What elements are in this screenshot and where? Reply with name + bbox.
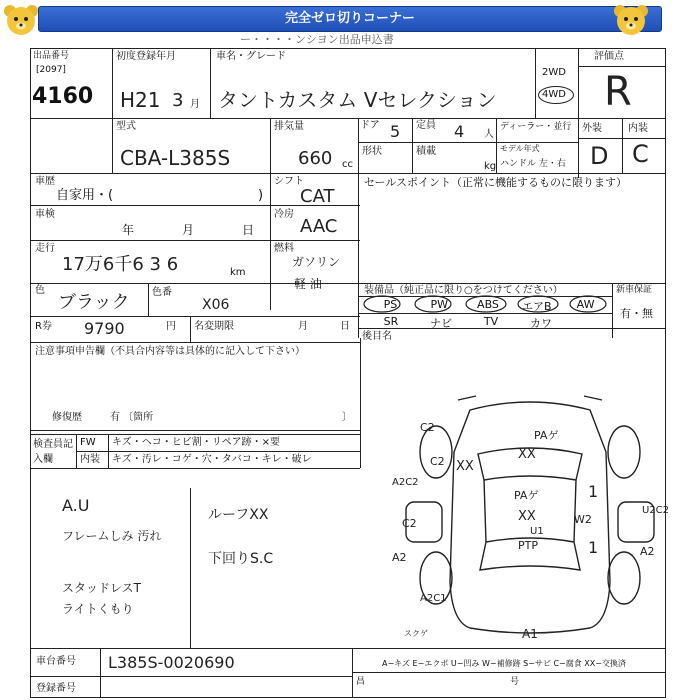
registration-label: 登録番号: [36, 683, 76, 694]
note-left-2: フレームしみ 汚れ: [62, 529, 162, 543]
load-unit: kg: [484, 161, 497, 172]
equipment-abs: ABS: [477, 298, 499, 311]
history-value: 自家用・(: [56, 188, 114, 203]
recycle-value: 9790: [84, 319, 125, 338]
inspection-month-unit: 月: [182, 223, 195, 237]
aircon-value: AAC: [300, 216, 338, 237]
model-value: CBA-L385S: [120, 146, 231, 170]
equipment-label: 装備品（純正品に限り○をつけてください）: [364, 285, 563, 296]
handle-label: ハンドル 左・右: [500, 159, 566, 169]
name-grade-value: タントカスタム Vセレクション: [218, 88, 497, 112]
note-left-4: ライトくもり: [62, 602, 134, 616]
mark-sukage: スクゲ: [404, 629, 428, 638]
mark-u2c2: U2C2: [642, 505, 670, 516]
form-header-fragment: ー・・・・ンシヨン出品申込書: [240, 33, 394, 46]
model-label: 型式: [116, 121, 136, 132]
color-label: 色: [35, 285, 45, 296]
exterior-value: D: [590, 142, 609, 170]
mark-xx-mid: XX: [518, 509, 536, 524]
mark-paint-roof: PAゲ: [534, 429, 559, 442]
drive-4wd: 4WD: [542, 89, 566, 100]
color-value: ブラック: [58, 292, 130, 313]
registration-cell-1: 昌: [356, 677, 366, 687]
doors-value: 5: [390, 122, 401, 141]
load-label: 積載: [416, 146, 436, 157]
banner-title: 完全ゼロ切りコーナー: [38, 6, 662, 32]
mark-u1: U1: [530, 526, 544, 537]
capacity-value: 4: [454, 122, 465, 141]
equipment-row-2: [366, 315, 566, 331]
equipment-navi: ナビ: [430, 317, 452, 330]
chassis-value: L385S-0020690: [108, 653, 235, 672]
shift-value: CAT: [300, 186, 335, 207]
color-code-label: 色番: [152, 287, 172, 298]
first-reg-label: 初度登録年月: [116, 51, 176, 62]
aircon-label: 冷房: [274, 209, 294, 220]
mark-a2c1: A2C1: [420, 593, 447, 604]
mark-one-a: 1: [588, 482, 599, 501]
drive-2wd: 2WD: [542, 67, 566, 78]
recycle-label: R券: [35, 321, 52, 332]
fuel-diesel: 軽 油: [294, 277, 322, 291]
mark-a2-right: A2: [640, 545, 655, 558]
lot-number-label: 出品番号: [33, 51, 70, 61]
capacity-label: 定員: [416, 120, 436, 131]
chassis-label: 車台番号: [36, 656, 76, 667]
interior-label: 内装: [628, 123, 648, 134]
mileage-label: 走行: [35, 243, 55, 254]
change-date-day-unit: 日: [340, 321, 350, 332]
displacement-unit: cc: [342, 159, 353, 170]
equipment-aw: AW: [576, 298, 595, 311]
first-reg-month: 3: [172, 90, 184, 111]
note-right-1: ルーフXX: [208, 507, 269, 523]
teddy-bear-icon: [612, 3, 650, 37]
sales-point-label: セールスポイント（正常に機能するものに限ります）: [364, 176, 628, 189]
mileage-unit: km: [230, 267, 246, 278]
lot-sub-number: [2097]: [36, 65, 66, 75]
rating-label: 評価点: [594, 51, 624, 62]
fuel-gas: ガソリン: [292, 255, 341, 269]
equipment-leather: カワ: [530, 317, 552, 330]
equipment-tv: TV: [483, 315, 499, 328]
equipment-pw: PW: [430, 298, 448, 311]
repair-history-close: 〕: [342, 412, 352, 423]
shift-label: シフト: [274, 176, 304, 187]
equipment-sr: SR: [383, 315, 399, 328]
inspector-row1: キズ・ヘコ・ヒビ割・リペア跡・×要: [112, 437, 280, 448]
inspection-label: 車検: [35, 209, 55, 220]
mark-xx-left: XX: [456, 459, 474, 474]
first-reg-month-unit: 月: [190, 99, 200, 110]
inspector-label: 検査員記入欄: [33, 439, 73, 465]
mark-a2c2: A2C2: [392, 477, 419, 488]
name-grade-label: 車名・グレード: [216, 51, 286, 62]
fuel-label: 燃料: [274, 243, 294, 254]
teddy-bear-icon: [2, 3, 40, 37]
mark-xx-roof: XX: [518, 447, 536, 462]
dealer-label: ディーラー・並行: [500, 122, 572, 132]
mark-c2-a: C2: [420, 421, 435, 434]
lot-number: 4160: [32, 84, 94, 109]
inspector-row1-head: FW: [80, 437, 96, 448]
change-date-month-unit: 月: [298, 321, 308, 332]
equipment-circles: [358, 294, 612, 316]
note-right-2: 下回りS.C: [208, 551, 274, 567]
notes-label: 注意事項申告欄（不具合内容等は具体的に記入して下さい）: [35, 346, 305, 357]
doors-label: ドア: [360, 120, 380, 131]
recycle-unit: 円: [166, 321, 176, 332]
new-car-warranty-value: 有・無: [620, 307, 653, 320]
capacity-unit: 人: [484, 129, 494, 140]
mark-one-b: 1: [588, 538, 599, 557]
mark-a2: A2: [392, 551, 407, 564]
damage-legend: A−キズ E−エクボ U−凹み W−補修跡 S−サビ C−腐食 XX−交換済: [382, 659, 626, 668]
interior-value: C: [632, 140, 649, 168]
mark-c2-b: C2: [430, 455, 445, 468]
mark-c2-c: C2: [402, 517, 417, 530]
mark-ptp: PTP: [518, 539, 538, 552]
rear-seat-label: 後目名: [362, 331, 392, 342]
repair-history-value: 有 〔箇所: [110, 412, 154, 423]
exterior-label: 外装: [582, 123, 602, 134]
repair-history-label: 修復歴: [52, 412, 82, 423]
mileage-value: 17万6千6 3 6: [62, 254, 179, 275]
rating-value: R: [604, 69, 632, 115]
mark-a1: A1: [522, 627, 538, 641]
history-close: ): [258, 188, 264, 203]
inspection-year-unit: 年: [122, 223, 135, 237]
note-left-3: スタッドレスT: [62, 581, 141, 595]
note-left-1: A.U: [62, 496, 90, 515]
shape-label: 形状: [362, 146, 382, 157]
equipment-airbag: エアB: [522, 300, 552, 313]
registration-cell-2: 号: [510, 677, 520, 687]
new-car-warranty-label: 新車保証: [616, 285, 653, 295]
mark-w2: W2: [574, 513, 592, 526]
model-year-label: モデル年式: [500, 144, 540, 153]
change-date-label: 名変期限: [194, 321, 234, 332]
inspector-row2-head: 内装: [80, 454, 100, 465]
first-reg-era-year: H21: [120, 88, 161, 112]
inspector-row2: キズ・汚レ・コゲ・穴・タバコ・キレ・破レ: [112, 454, 312, 465]
color-code: X06: [202, 297, 230, 313]
history-label: 車歴: [35, 176, 55, 187]
equipment-ps: PS: [383, 298, 398, 311]
displacement-value: 660: [298, 148, 333, 169]
displacement-label: 排気量: [274, 121, 304, 132]
mark-paint-mid: PAゲ: [514, 489, 539, 502]
inspection-day-unit: 日: [242, 223, 255, 237]
